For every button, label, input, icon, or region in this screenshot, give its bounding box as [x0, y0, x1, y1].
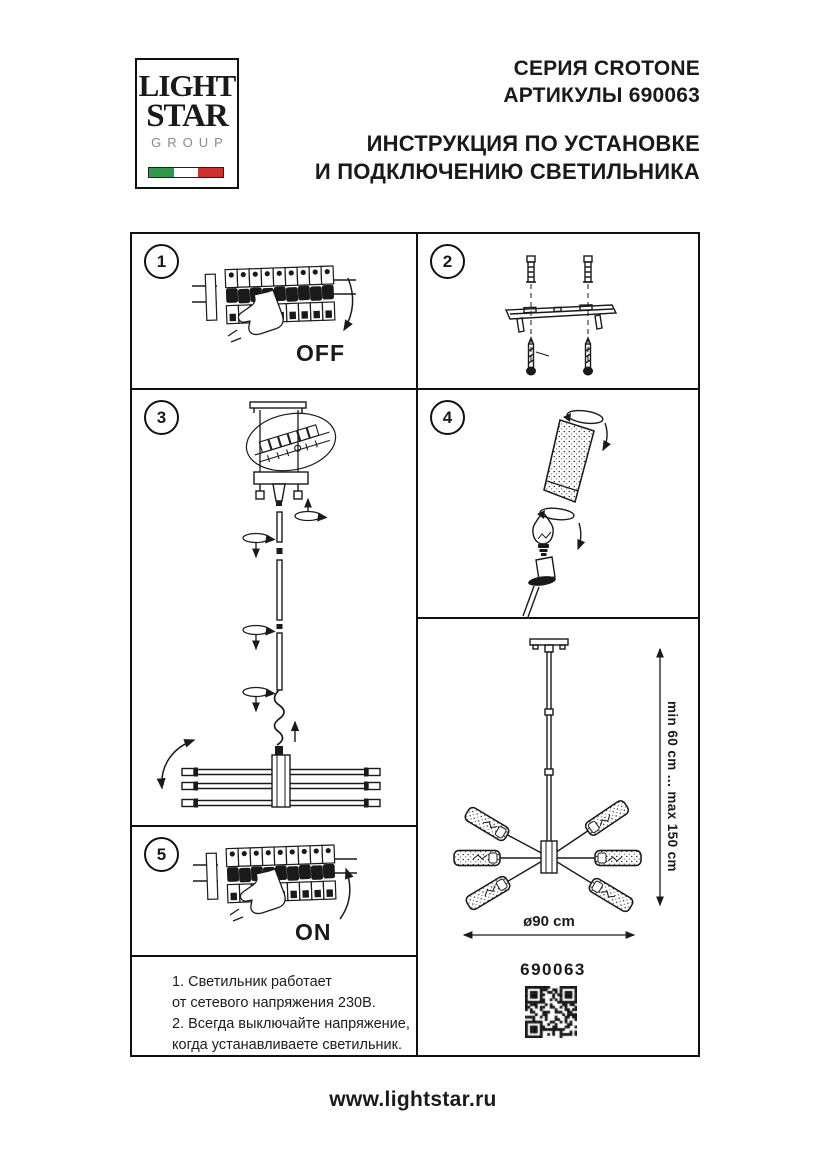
diameter-dimension-label: ø90 cm	[523, 913, 575, 930]
header-titles	[315, 55, 700, 186]
flag-green	[149, 168, 174, 177]
note-line-2: от сетевого напряжения 230В.	[172, 995, 376, 1011]
steps-grid	[130, 232, 700, 1057]
step-3-digit: 3	[156, 407, 167, 427]
breaker-on-diagram	[132, 827, 416, 955]
mounting-bracket-diagram	[418, 234, 698, 388]
articles-title: АРТИКУЛЫ 690063	[503, 84, 700, 107]
logo-text-light: LIGHT	[138, 68, 236, 103]
step-1-digit: 1	[156, 251, 167, 271]
step-5-digit: 5	[156, 844, 167, 864]
flag-white	[174, 168, 199, 177]
step-5-panel	[132, 827, 416, 955]
note-line-1: 1. Светильник работает	[172, 974, 332, 990]
qr-code	[525, 986, 577, 1038]
step-4-panel	[418, 390, 698, 617]
step-2-panel	[418, 234, 698, 388]
breaker-off-diagram	[132, 234, 416, 388]
flag-red	[198, 168, 223, 177]
step-1-panel	[132, 234, 416, 388]
lightstar-logo	[135, 58, 239, 189]
step-3-panel	[132, 390, 416, 825]
logo-text-star: STAR	[146, 97, 228, 134]
website-url: www.lightstar.ru	[329, 1088, 497, 1111]
shade-bulb-diagram	[418, 390, 698, 617]
series-title: СЕРИЯ CROTONE	[513, 57, 700, 80]
safety-notes	[172, 972, 410, 1056]
article-number: 690063	[520, 960, 586, 979]
step-2-digit: 2	[442, 251, 453, 271]
italian-flag	[148, 167, 224, 178]
on-label: ON	[295, 919, 332, 945]
step-4-digit: 4	[442, 407, 453, 427]
assembled-chandelier-panel	[418, 619, 698, 1055]
notes-panel	[132, 957, 416, 1055]
off-label: OFF	[296, 340, 345, 366]
logo-text-group: GROUP	[151, 134, 229, 150]
instruction-title	[315, 130, 700, 186]
height-dimension-label: min 60 cm ... max 150 cm	[665, 701, 680, 872]
note-line-3: 2. Всегда выключайте напряжение,	[172, 1016, 410, 1032]
instruction-line-2: И ПОДКЛЮЧЕНИЮ СВЕТИЛЬНИКА	[314, 159, 700, 184]
instruction-line-1: ИНСТРУКЦИЯ ПО УСТАНОВКЕ	[366, 131, 700, 156]
rod-assembly-diagram	[132, 390, 416, 825]
note-line-4: когда устанавливаете светильник.	[172, 1037, 403, 1053]
